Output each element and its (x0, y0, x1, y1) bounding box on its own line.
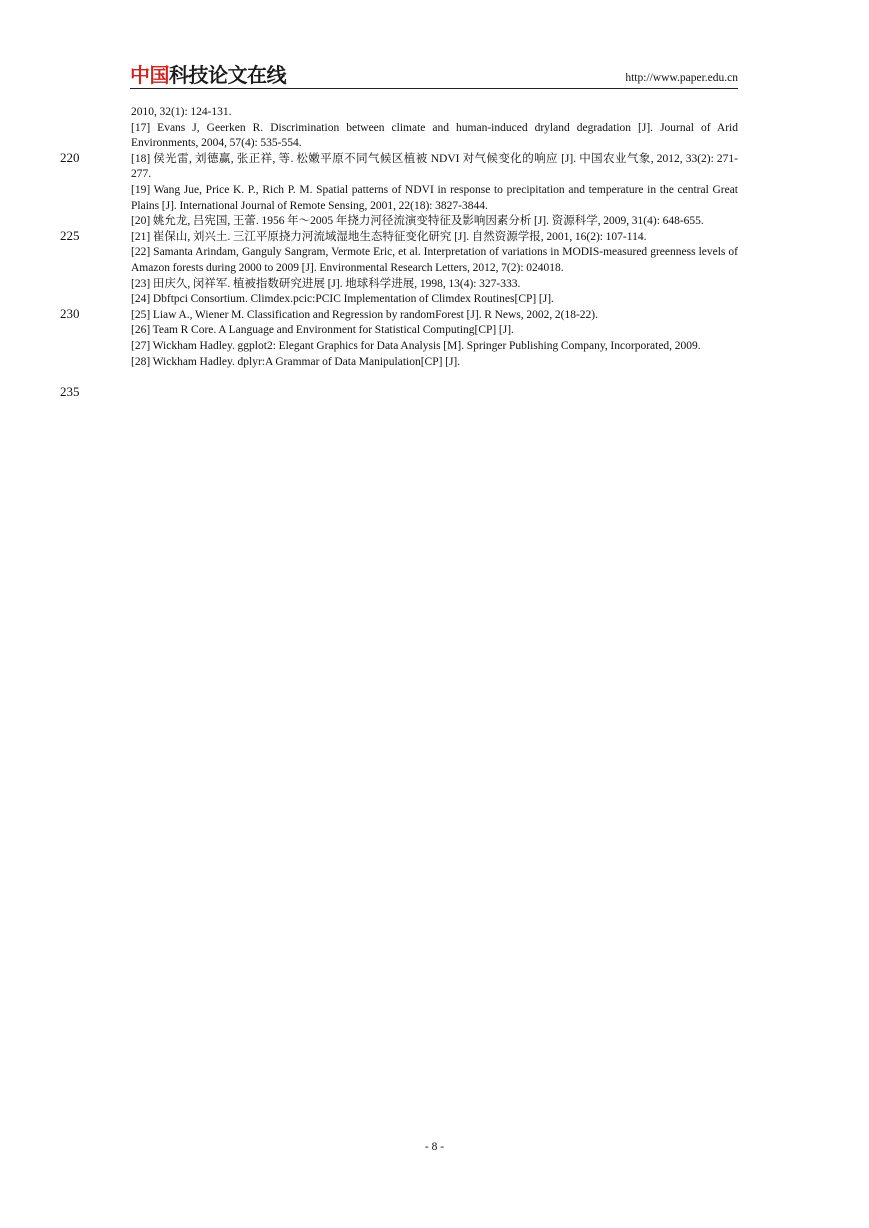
reference-item: [17] Evans J, Geerken R. Discrimination between climate and human-induced dryland degradation [J]. Journal of Arid Environments, 2004, 57(4): 535-554. (131, 121, 738, 150)
reference-item: [27] Wickham Hadley. ggplot2: Elegant Graphics for Data Analysis [M]. Springer Publishing Company, Incorporated, 2009. (131, 339, 701, 352)
reference-list (131, 105, 738, 370)
page-header (130, 62, 738, 89)
reference-item: [21] 崔保山, 刘兴土. 三江平原挠力河流域湿地生态特征变化研究 [J]. 自然资源学报, 2001, 16(2): 107-114. (131, 230, 647, 243)
line-number-230: 230 (60, 306, 80, 321)
line-number-235: 235 (60, 384, 80, 399)
line-number-225: 225 (60, 228, 80, 243)
line-number-220: 220 (60, 150, 80, 165)
reference-item: [22] Samanta Arindam, Ganguly Sangram, Vermote Eric, et al. Interpretation of variations in MODIS-measured greenness levels of Amazon forests during 2000 to 2009 [J]. Environmental Research Letters, 2012, 7(2): 024018. (131, 246, 738, 274)
logo-black-text: 科技论文在线 (169, 63, 286, 87)
logo-red-text: 中国 (130, 63, 169, 87)
reference-item: [20] 姚允龙, 吕宪国, 王蕾. 1956 年～2005 年挠力河径流演变特征及影响因素分析 [J]. 资源科学, 2009, 31(4): 648-655. (131, 215, 704, 228)
reference-item: [26] Team R Core. A Language and Environment for Statistical Computing[CP] [J]. (131, 324, 514, 337)
reference-item: [25] Liaw A., Wiener M. Classification and Regression by randomForest [J]. R News, 2002, 2(18-22). (131, 308, 598, 321)
reference-item: 2010, 32(1): 124-131. (131, 106, 232, 118)
reference-item: [23] 田庆久, 闵祥军. 植被指数研究进展 [J]. 地球科学进展, 1998, 13(4): 327-333. (131, 277, 521, 290)
reference-item: [24] Dbftpci Consortium. Climdex.pcic:PCIC Implementation of Climdex Routines[CP] [J]. (131, 293, 554, 306)
reference-item: [28] Wickham Hadley. dplyr:A Grammar of Data Manipulation[CP] [J]. (131, 355, 461, 368)
reference-item: [18] 侯光雷, 刘德赢, 张正祥, 等. 松嫩平原不同气候区植被 NDVI 对气候变化的响应 [J]. 中国农业气象, 2012, 33(2): 271-277. (131, 152, 738, 181)
header-url[interactable]: http://www.paper.edu.cn (625, 72, 738, 84)
journal-logo (130, 64, 286, 86)
reference-item: [19] Wang Jue, Price K. P., Rich P. M. Spatial patterns of NDVI in response to precipitation and temperature in the central Great Plains [J]. International Journal of Remote Sensing, 2001, 22(18): 3827-3844. (131, 183, 738, 212)
page-number: - 8 - (424, 1141, 445, 1153)
